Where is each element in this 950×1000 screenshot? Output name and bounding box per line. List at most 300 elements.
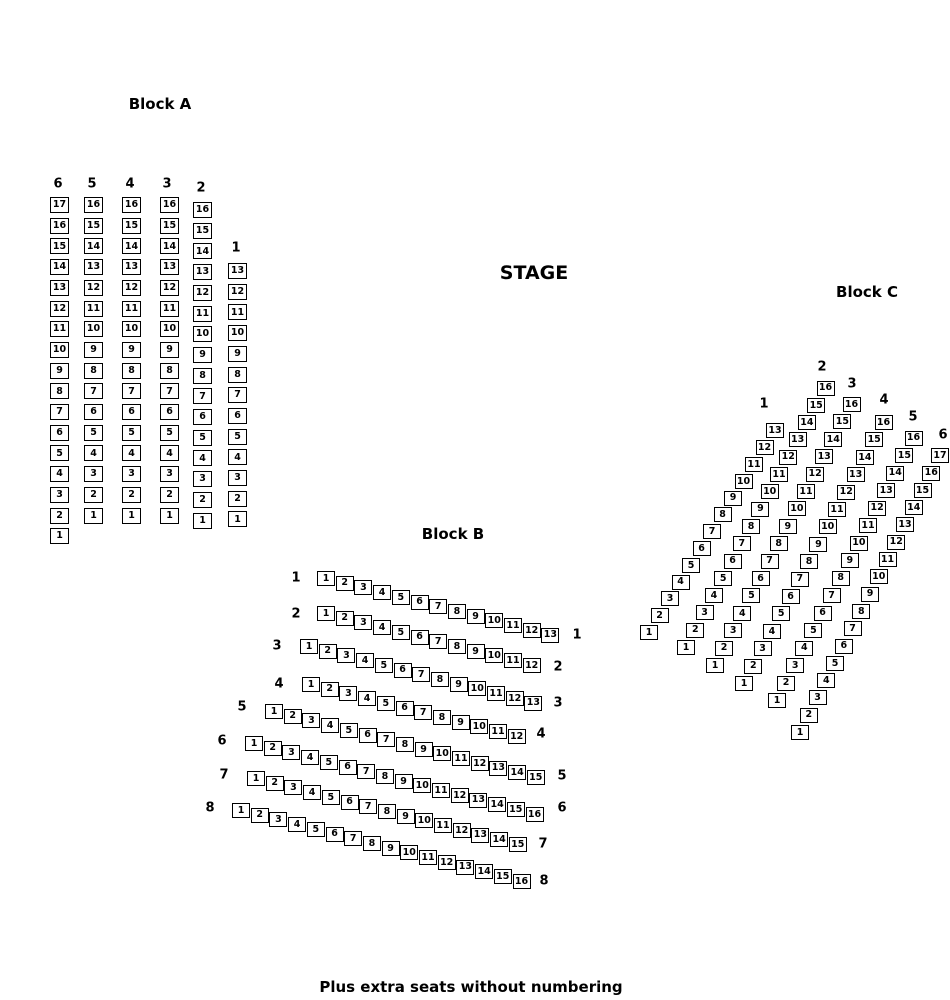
- seat[interactable]: 13: [847, 467, 865, 482]
- seat[interactable]: 12: [453, 823, 471, 838]
- seat[interactable]: 11: [859, 518, 877, 533]
- seat[interactable]: 11: [419, 850, 437, 865]
- seat[interactable]: 2: [321, 682, 339, 697]
- seat[interactable]: 15: [50, 238, 69, 254]
- seat[interactable]: 13: [456, 860, 474, 875]
- seat[interactable]: 1: [706, 658, 724, 673]
- seat[interactable]: 8: [832, 571, 850, 586]
- seat[interactable]: 8: [714, 507, 732, 522]
- seat[interactable]: 14: [508, 765, 526, 780]
- seat[interactable]: 13: [122, 259, 141, 275]
- seat[interactable]: 9: [779, 519, 797, 534]
- seat[interactable]: 9: [160, 342, 179, 358]
- seat[interactable]: 9: [724, 491, 742, 506]
- seat[interactable]: 13: [160, 259, 179, 275]
- seat[interactable]: 5: [322, 790, 340, 805]
- seat[interactable]: 6: [724, 554, 742, 569]
- seat[interactable]: 3: [282, 745, 300, 760]
- seat[interactable]: 7: [412, 667, 430, 682]
- seat[interactable]: 8: [433, 710, 451, 725]
- seat[interactable]: 4: [84, 445, 103, 461]
- seat[interactable]: 7: [429, 634, 447, 649]
- seat[interactable]: 6: [326, 827, 344, 842]
- seat[interactable]: 13: [789, 432, 807, 447]
- seat[interactable]: 3: [696, 605, 714, 620]
- seat[interactable]: 2: [686, 623, 704, 638]
- seat[interactable]: 12: [122, 280, 141, 296]
- seat[interactable]: 7: [122, 383, 141, 399]
- seat[interactable]: 4: [705, 588, 723, 603]
- seat[interactable]: 13: [877, 483, 895, 498]
- seat[interactable]: 9: [395, 774, 413, 789]
- seat[interactable]: 1: [317, 606, 335, 621]
- seat[interactable]: 12: [523, 623, 541, 638]
- seat[interactable]: 9: [467, 644, 485, 659]
- seat[interactable]: 10: [735, 474, 753, 489]
- seat[interactable]: 14: [905, 500, 923, 515]
- seat[interactable]: 14: [193, 243, 212, 259]
- seat[interactable]: 15: [494, 869, 512, 884]
- seat[interactable]: 16: [817, 381, 835, 396]
- seat[interactable]: 16: [193, 202, 212, 218]
- seat[interactable]: 9: [809, 537, 827, 552]
- seat[interactable]: 1: [768, 693, 786, 708]
- seat[interactable]: 5: [804, 623, 822, 638]
- seat[interactable]: 10: [400, 845, 418, 860]
- seat[interactable]: 9: [84, 342, 103, 358]
- seat[interactable]: 14: [490, 832, 508, 847]
- seat[interactable]: 11: [487, 686, 505, 701]
- seat[interactable]: 2: [800, 708, 818, 723]
- seat[interactable]: 3: [269, 812, 287, 827]
- seat[interactable]: 11: [828, 502, 846, 517]
- seat[interactable]: 10: [50, 342, 69, 358]
- seat[interactable]: 5: [84, 425, 103, 441]
- seat[interactable]: 12: [160, 280, 179, 296]
- seat[interactable]: 8: [160, 363, 179, 379]
- seat[interactable]: 16: [122, 197, 141, 213]
- seat[interactable]: 15: [895, 448, 913, 463]
- seat[interactable]: 12: [779, 450, 797, 465]
- seat[interactable]: 7: [357, 764, 375, 779]
- seat[interactable]: 8: [396, 737, 414, 752]
- seat[interactable]: 2: [336, 611, 354, 626]
- seat[interactable]: 7: [344, 831, 362, 846]
- seat[interactable]: 15: [509, 837, 527, 852]
- seat[interactable]: 2: [715, 641, 733, 656]
- seat[interactable]: 14: [84, 238, 103, 254]
- seat[interactable]: 4: [358, 691, 376, 706]
- seat[interactable]: 9: [452, 715, 470, 730]
- seat[interactable]: 7: [160, 383, 179, 399]
- seat[interactable]: 6: [394, 663, 412, 678]
- seat[interactable]: 12: [438, 855, 456, 870]
- seat[interactable]: 4: [356, 653, 374, 668]
- seat[interactable]: 7: [791, 572, 809, 587]
- seat[interactable]: 4: [288, 817, 306, 832]
- seat[interactable]: 7: [429, 599, 447, 614]
- seat[interactable]: 12: [193, 285, 212, 301]
- seat[interactable]: 1: [317, 571, 335, 586]
- seat[interactable]: 1: [193, 513, 212, 529]
- seat[interactable]: 5: [375, 658, 393, 673]
- seat[interactable]: 6: [396, 701, 414, 716]
- seat[interactable]: 14: [856, 450, 874, 465]
- seat[interactable]: 1: [677, 640, 695, 655]
- seat[interactable]: 13: [896, 517, 914, 532]
- seat[interactable]: 11: [160, 301, 179, 317]
- seat[interactable]: 10: [413, 778, 431, 793]
- seat[interactable]: 1: [247, 771, 265, 786]
- seat[interactable]: 10: [470, 719, 488, 734]
- seat[interactable]: 3: [354, 615, 372, 630]
- seat[interactable]: 15: [914, 483, 932, 498]
- seat[interactable]: 16: [922, 466, 940, 481]
- seat[interactable]: 8: [852, 604, 870, 619]
- seat[interactable]: 2: [266, 776, 284, 791]
- seat[interactable]: 13: [524, 696, 542, 711]
- seat[interactable]: 12: [806, 467, 824, 482]
- seat[interactable]: 13: [541, 628, 559, 643]
- seat[interactable]: 10: [761, 484, 779, 499]
- seat[interactable]: 3: [193, 471, 212, 487]
- seat[interactable]: 13: [50, 280, 69, 296]
- seat[interactable]: 3: [284, 780, 302, 795]
- seat[interactable]: 8: [50, 383, 69, 399]
- seat[interactable]: 2: [122, 487, 141, 503]
- seat[interactable]: 3: [354, 580, 372, 595]
- seat[interactable]: 2: [284, 709, 302, 724]
- seat[interactable]: 6: [339, 760, 357, 775]
- seat[interactable]: 9: [415, 742, 433, 757]
- seat[interactable]: 8: [448, 604, 466, 619]
- seat[interactable]: 11: [122, 301, 141, 317]
- seat[interactable]: 5: [742, 588, 760, 603]
- seat[interactable]: 9: [193, 347, 212, 363]
- seat[interactable]: 5: [392, 590, 410, 605]
- seat[interactable]: 10: [415, 813, 433, 828]
- seat[interactable]: 4: [672, 575, 690, 590]
- seat[interactable]: 6: [411, 595, 429, 610]
- seat[interactable]: 6: [193, 409, 212, 425]
- seat[interactable]: 12: [837, 485, 855, 500]
- seat[interactable]: 2: [193, 492, 212, 508]
- seat[interactable]: 5: [682, 558, 700, 573]
- seat[interactable]: 9: [467, 609, 485, 624]
- seat[interactable]: 7: [823, 588, 841, 603]
- seat[interactable]: 9: [861, 587, 879, 602]
- seat[interactable]: 3: [786, 658, 804, 673]
- seat[interactable]: 5: [714, 571, 732, 586]
- seat[interactable]: 12: [451, 788, 469, 803]
- seat[interactable]: 8: [800, 554, 818, 569]
- seat[interactable]: 6: [411, 630, 429, 645]
- seat[interactable]: 8: [742, 519, 760, 534]
- seat[interactable]: 12: [756, 440, 774, 455]
- seat[interactable]: 1: [232, 803, 250, 818]
- seat[interactable]: 7: [193, 388, 212, 404]
- seat[interactable]: 15: [507, 802, 525, 817]
- seat[interactable]: 8: [363, 836, 381, 851]
- seat[interactable]: 14: [50, 259, 69, 275]
- seat[interactable]: 4: [122, 445, 141, 461]
- seat[interactable]: 3: [754, 641, 772, 656]
- seat[interactable]: 9: [382, 841, 400, 856]
- seat[interactable]: 15: [807, 398, 825, 413]
- seat[interactable]: 1: [122, 508, 141, 524]
- seat[interactable]: 5: [160, 425, 179, 441]
- seat[interactable]: 15: [122, 218, 141, 234]
- seat[interactable]: 1: [160, 508, 179, 524]
- seat[interactable]: 12: [471, 756, 489, 771]
- seat[interactable]: 3: [302, 713, 320, 728]
- seat[interactable]: 13: [489, 761, 507, 776]
- seat[interactable]: 16: [843, 397, 861, 412]
- seat[interactable]: 6: [814, 606, 832, 621]
- seat[interactable]: 3: [160, 466, 179, 482]
- seat[interactable]: 11: [193, 306, 212, 322]
- seat[interactable]: 5: [772, 606, 790, 621]
- seat[interactable]: 9: [50, 363, 69, 379]
- seat[interactable]: 17: [931, 448, 949, 463]
- seat[interactable]: 1: [302, 677, 320, 692]
- seat[interactable]: 7: [50, 404, 69, 420]
- seat[interactable]: 10: [485, 613, 503, 628]
- seat[interactable]: 1: [265, 704, 283, 719]
- seat[interactable]: 4: [373, 620, 391, 635]
- seat[interactable]: 14: [475, 864, 493, 879]
- seat[interactable]: 7: [414, 705, 432, 720]
- seat[interactable]: 14: [160, 238, 179, 254]
- seat[interactable]: 5: [50, 445, 69, 461]
- seat[interactable]: 10: [160, 321, 179, 337]
- seat[interactable]: 4: [795, 641, 813, 656]
- seat[interactable]: 10: [433, 746, 451, 761]
- seat[interactable]: 10: [193, 326, 212, 342]
- seat[interactable]: 9: [228, 346, 247, 362]
- seat[interactable]: 11: [452, 751, 470, 766]
- seat[interactable]: 14: [824, 432, 842, 447]
- seat[interactable]: 15: [84, 218, 103, 234]
- seat[interactable]: 7: [703, 524, 721, 539]
- seat[interactable]: 12: [84, 280, 103, 296]
- seat[interactable]: 16: [513, 874, 531, 889]
- seat[interactable]: 10: [84, 321, 103, 337]
- seat[interactable]: 11: [770, 467, 788, 482]
- seat[interactable]: 2: [264, 741, 282, 756]
- seat[interactable]: 10: [468, 681, 486, 696]
- seat[interactable]: 5: [307, 822, 325, 837]
- seat[interactable]: 5: [377, 696, 395, 711]
- seat[interactable]: 3: [228, 470, 247, 486]
- seat[interactable]: 4: [228, 449, 247, 465]
- seat[interactable]: 1: [245, 736, 263, 751]
- seat[interactable]: 5: [340, 723, 358, 738]
- seat[interactable]: 16: [905, 431, 923, 446]
- seat[interactable]: 4: [321, 718, 339, 733]
- seat[interactable]: 14: [798, 415, 816, 430]
- seat[interactable]: 13: [471, 828, 489, 843]
- seat[interactable]: 7: [844, 621, 862, 636]
- seat[interactable]: 17: [50, 197, 69, 213]
- seat[interactable]: 5: [826, 656, 844, 671]
- seat[interactable]: 1: [735, 676, 753, 691]
- seat[interactable]: 12: [508, 729, 526, 744]
- seat[interactable]: 5: [320, 755, 338, 770]
- seat[interactable]: 16: [526, 807, 544, 822]
- seat[interactable]: 2: [228, 491, 247, 507]
- seat[interactable]: 10: [850, 536, 868, 551]
- seat[interactable]: 3: [809, 690, 827, 705]
- seat[interactable]: 15: [193, 223, 212, 239]
- seat[interactable]: 11: [797, 484, 815, 499]
- seat[interactable]: 1: [228, 511, 247, 527]
- seat[interactable]: 13: [766, 423, 784, 438]
- seat[interactable]: 7: [359, 799, 377, 814]
- seat[interactable]: 15: [160, 218, 179, 234]
- seat[interactable]: 7: [761, 554, 779, 569]
- seat[interactable]: 14: [886, 466, 904, 481]
- seat[interactable]: 8: [122, 363, 141, 379]
- seat[interactable]: 8: [448, 639, 466, 654]
- seat[interactable]: 6: [752, 571, 770, 586]
- seat[interactable]: 6: [228, 408, 247, 424]
- seat[interactable]: 11: [84, 301, 103, 317]
- seat[interactable]: 8: [770, 536, 788, 551]
- seat[interactable]: 7: [84, 383, 103, 399]
- seat[interactable]: 3: [50, 487, 69, 503]
- seat[interactable]: 15: [527, 770, 545, 785]
- seat[interactable]: 6: [341, 795, 359, 810]
- seat[interactable]: 12: [50, 301, 69, 317]
- seat[interactable]: 12: [868, 501, 886, 516]
- seat[interactable]: 9: [841, 553, 859, 568]
- seat[interactable]: 12: [523, 658, 541, 673]
- seat[interactable]: 5: [122, 425, 141, 441]
- seat[interactable]: 11: [745, 457, 763, 472]
- seat[interactable]: 2: [251, 808, 269, 823]
- seat[interactable]: 3: [661, 591, 679, 606]
- seat[interactable]: 13: [84, 259, 103, 275]
- seat[interactable]: 6: [835, 639, 853, 654]
- seat[interactable]: 8: [378, 804, 396, 819]
- seat[interactable]: 10: [228, 325, 247, 341]
- seat[interactable]: 1: [640, 625, 658, 640]
- seat[interactable]: 1: [84, 508, 103, 524]
- seat[interactable]: 9: [122, 342, 141, 358]
- seat[interactable]: 4: [373, 585, 391, 600]
- seat[interactable]: 2: [319, 644, 337, 659]
- seat[interactable]: 4: [763, 624, 781, 639]
- seat[interactable]: 7: [733, 536, 751, 551]
- seat[interactable]: 12: [506, 691, 524, 706]
- seat[interactable]: 2: [777, 676, 795, 691]
- seat[interactable]: 6: [782, 589, 800, 604]
- seat[interactable]: 4: [303, 785, 321, 800]
- seat[interactable]: 11: [228, 304, 247, 320]
- seat[interactable]: 13: [193, 264, 212, 280]
- seat[interactable]: 6: [359, 728, 377, 743]
- seat[interactable]: 13: [228, 263, 247, 279]
- seat[interactable]: 6: [84, 404, 103, 420]
- seat[interactable]: 11: [432, 783, 450, 798]
- seat[interactable]: 6: [693, 541, 711, 556]
- seat[interactable]: 10: [122, 321, 141, 337]
- seat[interactable]: 12: [887, 535, 905, 550]
- seat[interactable]: 8: [376, 769, 394, 784]
- seat[interactable]: 10: [819, 519, 837, 534]
- seat[interactable]: 2: [744, 659, 762, 674]
- seat[interactable]: 7: [377, 732, 395, 747]
- seat[interactable]: 16: [875, 415, 893, 430]
- seat[interactable]: 2: [84, 487, 103, 503]
- seat[interactable]: 3: [337, 648, 355, 663]
- seat[interactable]: 13: [469, 793, 487, 808]
- seat[interactable]: 16: [160, 197, 179, 213]
- seat[interactable]: 12: [228, 284, 247, 300]
- seat[interactable]: 6: [50, 425, 69, 441]
- seat[interactable]: 11: [879, 552, 897, 567]
- seat[interactable]: 11: [504, 618, 522, 633]
- seat[interactable]: 15: [833, 414, 851, 429]
- seat[interactable]: 4: [193, 450, 212, 466]
- seat[interactable]: 13: [815, 449, 833, 464]
- seat[interactable]: 10: [485, 648, 503, 663]
- seat[interactable]: 6: [122, 404, 141, 420]
- seat[interactable]: 15: [865, 432, 883, 447]
- seat[interactable]: 1: [300, 639, 318, 654]
- seat[interactable]: 9: [751, 502, 769, 517]
- seat[interactable]: 4: [301, 750, 319, 765]
- seat[interactable]: 11: [50, 321, 69, 337]
- seat[interactable]: 4: [817, 673, 835, 688]
- seat[interactable]: 9: [450, 677, 468, 692]
- seat[interactable]: 3: [724, 623, 742, 638]
- seat[interactable]: 4: [160, 445, 179, 461]
- seat[interactable]: 4: [733, 606, 751, 621]
- seat[interactable]: 2: [336, 576, 354, 591]
- seat[interactable]: 7: [228, 387, 247, 403]
- seat[interactable]: 9: [397, 809, 415, 824]
- seat[interactable]: 4: [50, 466, 69, 482]
- seat[interactable]: 8: [228, 367, 247, 383]
- seat[interactable]: 8: [84, 363, 103, 379]
- seat[interactable]: 16: [84, 197, 103, 213]
- seat[interactable]: 2: [160, 487, 179, 503]
- seat[interactable]: 11: [434, 818, 452, 833]
- seat[interactable]: 2: [651, 608, 669, 623]
- seat[interactable]: 14: [488, 797, 506, 812]
- seat[interactable]: 2: [50, 508, 69, 524]
- seat[interactable]: 3: [84, 466, 103, 482]
- seat[interactable]: 8: [431, 672, 449, 687]
- seat[interactable]: 11: [504, 653, 522, 668]
- seat[interactable]: 6: [160, 404, 179, 420]
- seat[interactable]: 3: [122, 466, 141, 482]
- seat[interactable]: 3: [339, 686, 357, 701]
- seat[interactable]: 10: [788, 501, 806, 516]
- seat[interactable]: 5: [392, 625, 410, 640]
- seat[interactable]: 10: [870, 569, 888, 584]
- seat[interactable]: 8: [193, 368, 212, 384]
- seat[interactable]: 14: [122, 238, 141, 254]
- seat[interactable]: 1: [791, 725, 809, 740]
- seat[interactable]: 5: [193, 430, 212, 446]
- seat[interactable]: 5: [228, 429, 247, 445]
- seat[interactable]: 1: [50, 528, 69, 544]
- seat[interactable]: 16: [50, 218, 69, 234]
- seat[interactable]: 11: [489, 724, 507, 739]
